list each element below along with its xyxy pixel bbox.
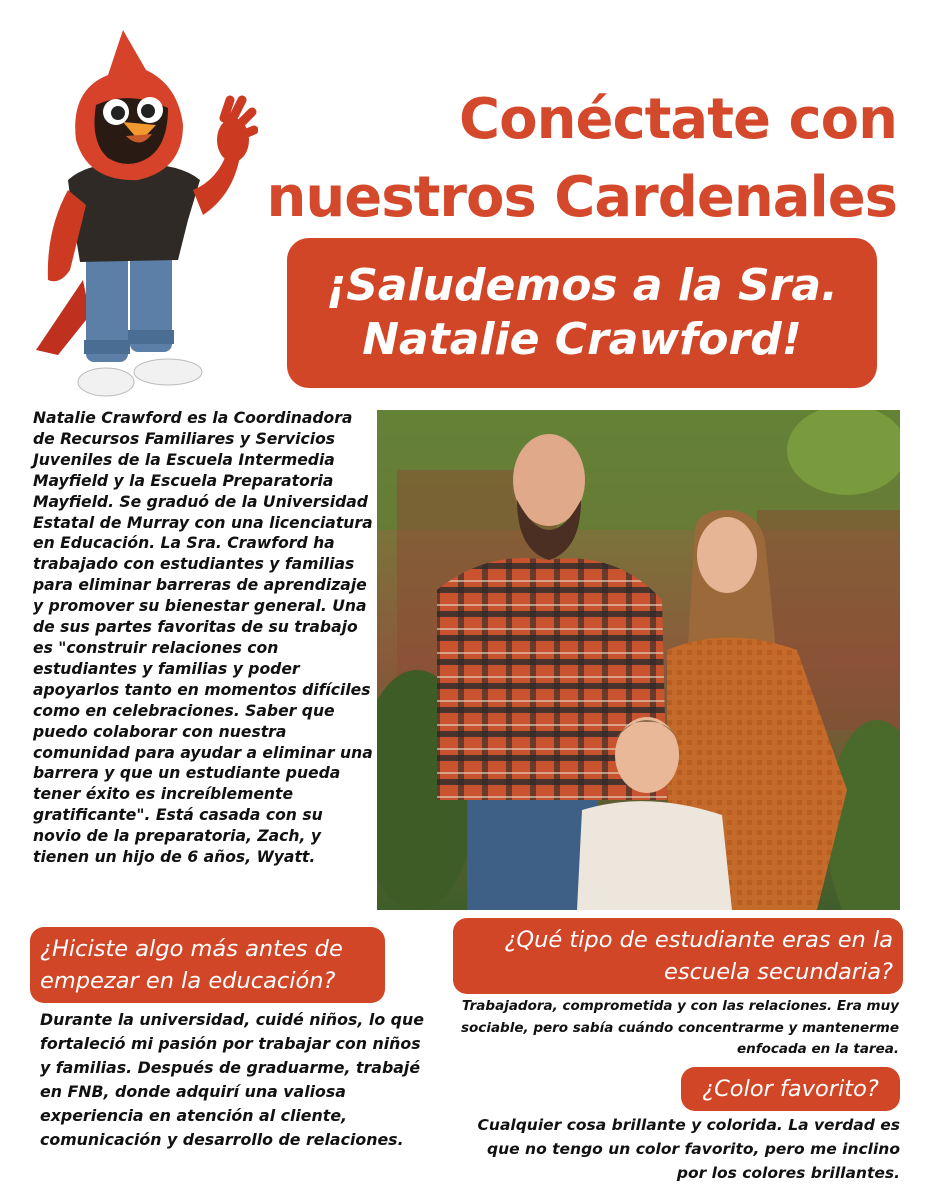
bio-paragraph: Natalie Crawford es la Coordinadora de Recursos Familiares y Servicios Juveniles de la Escuela Intermedia Mayfield y la Escuela Preparatoria Mayfield. Se graduó de la Universidad Estatal de Murray con una licenciatura en Educación. La Sra. Crawford ha trabajado con estudiantes y familias para eliminar barreras de aprendizaje y promover su bienestar general. Una de sus partes favoritas de su trabajo es "construir relaciones con estudiantes y familias y poder apoyarlos tanto en momentos difíciles como en celebraciones. Saber que puedo colaborar con nuestra comunidad para ayudar a eliminar una barrera y que un estudiante pueda tener éxito es increíblemente gratificante". Está casada con su novio de la preparatoria, Zach, y tienen un hijo de 6 años, Wyatt. [33,409,373,867]
page-title-line2: nuestros Cardenales [266,165,897,230]
cardinal-mascot-illustration [28,30,258,410]
greeting-line2: Natalie Crawford! [362,314,802,365]
greeting-banner [287,238,877,388]
family-photo [377,410,900,910]
answer-before-education: Durante la universidad, cuidé niños, lo que fortaleció mi pasión por trabajar con niños y familias. Después de graduarme, trabajé en FNB, donde adquirí una valiosa experiencia en atención al cliente, comunicación y desarrollo de relaciones. [40,1010,424,1149]
page-title-line1: Conéctate con [459,87,897,152]
question-heading-favorite-color: ¿Color favorito? [681,1067,900,1111]
answer-student-type: Trabajadora, comprometida y con las relaciones. Era muy sociable, pero sabía cuándo concentrarme y mantenerme enfocada en la tarea. [461,998,899,1057]
question-heading-before-education: ¿Hiciste algo más antes de empezar en la educación? [30,927,385,1003]
question-heading-student-type: ¿Qué tipo de estudiante eras en la escuela secundaria? [453,918,903,994]
answer-favorite-color: Cualquier cosa brillante y colorida. La verdad es que no tengo un color favorito, pero me inclino por los colores brillantes. [477,1116,900,1182]
greeting-line1: ¡Saludemos a la Sra. [326,260,838,311]
